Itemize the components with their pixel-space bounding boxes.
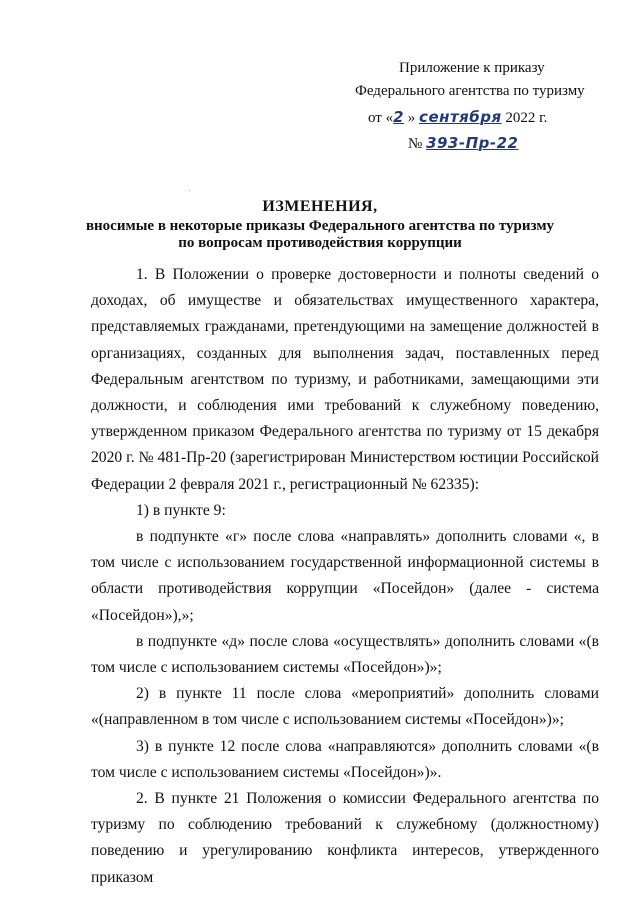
paragraph-2: 1) в пункте 9: [136,501,226,519]
order-number [408,136,519,152]
paragraph-6: 3) в пункте 12 после слова «направляются» дополнить словами «(в том числе с использованием системы «Посейдон»)». [91,737,599,781]
paragraph-1: 1. В Положении о проверке достоверности и полноты сведений о доходах, об имуществе и обязательствах имущественного характера, представляемых гражданами, претендующими на замещение должностей в организациях, созданных для выполнения задач, поставленных перед Федеральным агентством по туризму, и работниками, замещающими эти должности, и соблюдения ими требований к служебному поведению, утвержденном приказом Федерального агентства по туризму от 15 декабря 2020 г. № 481-Пр-20 (зарегистрирован Министерством юстиции Российской Федерации 2 февраля 2021 г., регистрационный № 62335): [91,266,599,493]
document-subtitle-line1: вносимые в некоторые приказы Федерального агентства по туризму [85,218,555,234]
paragraph-7: 2. В пункте 21 Положения о комиссии Федерального агентства по туризму по соблюдению требований к служебному (должностному) поведению и урегулированию конфликта интересов, утвержденного приказом [91,790,599,886]
agency-label: Федерального агентства по туризму [355,83,585,99]
paragraph-3: в подпункте «г» после слова «направлять» дополнить словами «, в том числе с использованием государственной информационной системы в области противодействия коррупции «Посейдон» (далее - система «Посейдон»),»; [91,528,599,624]
date-suffix: 2022 г. [501,110,548,126]
document-title: ИЗМЕНЕНИЯ, [262,198,378,215]
paragraph-4: в подпункте «д» после слова «осуществлять» дополнить словами «(в том числе с использованием системы «Посейдон»)»; [91,632,599,677]
date-month-handwritten: сентября [419,108,502,126]
date-day-handwritten: 2 [393,108,405,126]
appendix-label: Приложение к приказу [399,60,545,76]
number-handwritten: 393-Пр-22 [426,134,519,152]
date-mid: » [404,110,420,126]
scan-speck [189,190,190,191]
number-prefix: № [408,136,427,152]
document-body [91,262,599,891]
document-subtitle-line2: по вопросам противодействия коррупции [178,235,462,251]
order-date [368,110,547,126]
date-prefix: от « [368,110,394,126]
paragraph-5: 2) в пункте 11 после слова «мероприятий» дополнить словами «(направленном в том числе с использованием системы «Посейдон»)»; [91,685,599,729]
